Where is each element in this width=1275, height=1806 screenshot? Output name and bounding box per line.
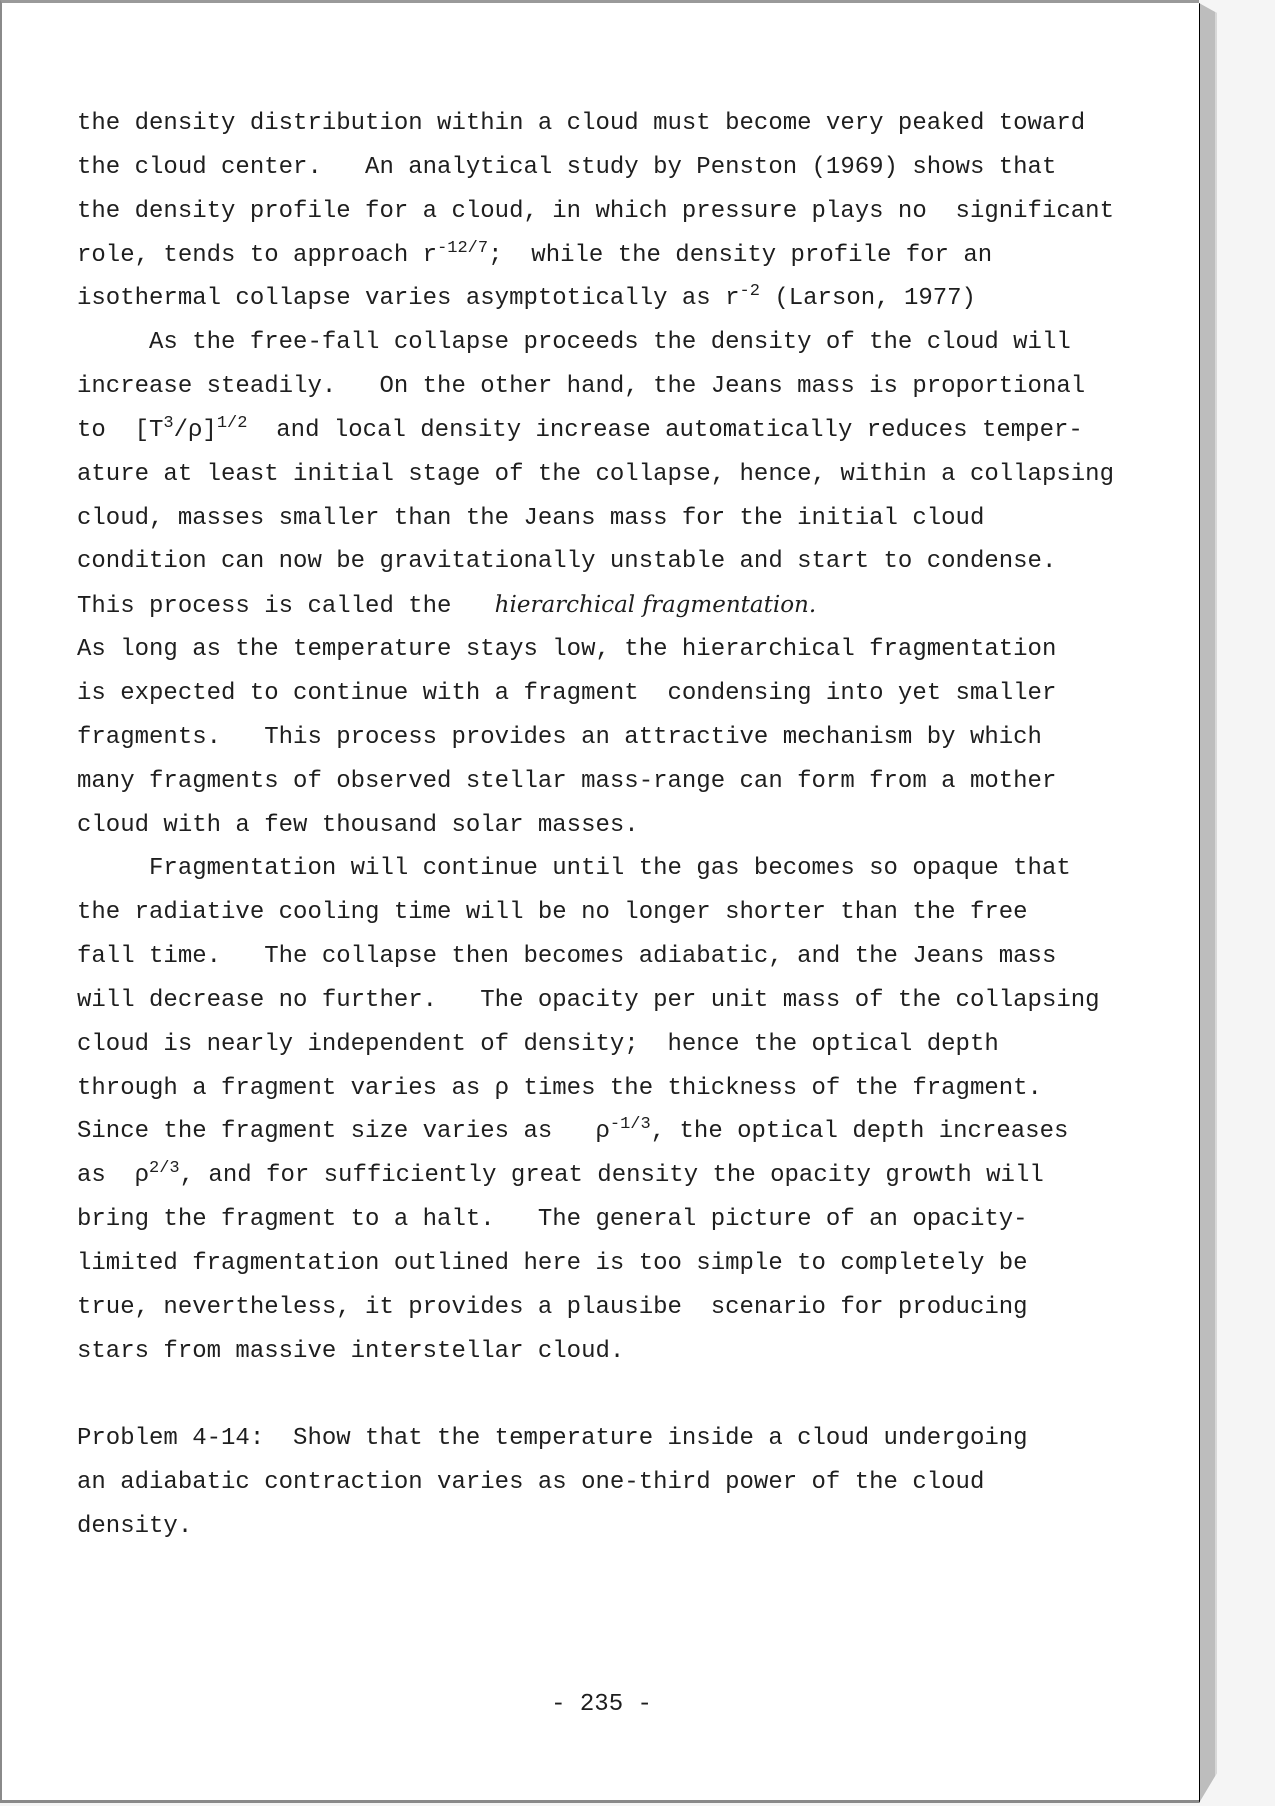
text-line: [77, 190, 1114, 234]
text-segment: the cloud center. An analytical study by Penston (1969) shows that: [77, 153, 1057, 181]
text-line: [77, 409, 1114, 453]
text-line: [77, 804, 1114, 848]
text-segment: true, nevertheless, it provides a plausibe scenario for producing: [77, 1293, 1028, 1321]
text-segment: to [T: [77, 416, 164, 444]
text-segment: fall time. The collapse then becomes adiabatic, and the Jeans mass: [77, 943, 1057, 971]
text-segment: the radiative cooling time will be no longer shorter than the free: [77, 899, 1028, 927]
italic-term: hierarchical fragmentation.: [494, 592, 817, 619]
text-segment: Problem 4-14: Show that the temperature inside a cloud undergoing: [77, 1425, 1028, 1453]
text-segment: , and for sufficiently great density the opacity growth will: [179, 1162, 1044, 1190]
text-segment: as ρ: [77, 1162, 150, 1190]
text-line: [77, 1286, 1114, 1330]
text-segment: limited fragmentation outlined here is too simple to completely be: [77, 1249, 1028, 1277]
superscript: -1/3: [609, 1115, 651, 1135]
text-segment: and local density increase automatically reduces temper-: [247, 416, 1083, 444]
text-line: [77, 1373, 1114, 1417]
text-segment: cloud, masses smaller than the Jeans mass for the initial cloud: [77, 504, 985, 532]
text-line: [77, 497, 1114, 541]
text-segment: As the free-fall collapse proceeds the density of the cloud will: [77, 329, 1071, 357]
text-segment: stars from massive interstellar cloud.: [77, 1337, 625, 1365]
text-line: [77, 628, 1114, 672]
text-segment: isothermal collapse varies asymptotically as r: [77, 285, 740, 313]
text-segment: This process is called the: [77, 593, 495, 621]
text-line: [77, 935, 1114, 979]
text-line: [77, 716, 1114, 760]
text-segment: will decrease no further. The opacity per unit mass of the collapsing: [77, 986, 1100, 1014]
text-segment: As long as the temperature stays low, the hierarchical fragmentation: [77, 636, 1057, 664]
text-line: [77, 277, 1114, 321]
text-segment: condition can now be gravitationally unstable and start to condense.: [77, 548, 1057, 576]
text-line: [77, 1198, 1114, 1242]
text-line: [77, 102, 1114, 146]
text-segment: the density profile for a cloud, in which pressure plays no significant: [77, 197, 1114, 225]
text-segment: cloud with a few thousand solar masses.: [77, 811, 639, 839]
text-line: [77, 979, 1114, 1023]
body-text: [77, 102, 1114, 1549]
text-segment: fragments. This process provides an attractive mechanism by which: [77, 723, 1042, 751]
text-segment: many fragments of observed stellar mass-range can form from a mother: [77, 767, 1057, 795]
page-edge-shadow: [1199, 3, 1217, 1803]
text-segment: density.: [77, 1513, 193, 1540]
text-segment: Since the fragment size varies as ρ: [77, 1118, 610, 1146]
text-line: [77, 540, 1114, 584]
text-line: [77, 1505, 1114, 1549]
text-line: [77, 760, 1114, 804]
superscript: -2: [739, 282, 760, 302]
text-line: [77, 1461, 1114, 1505]
text-segment: Fragmentation will continue until the gas becomes so opaque that: [77, 855, 1071, 883]
text-segment: an adiabatic contraction varies as one-third power of the cloud: [77, 1469, 985, 1497]
text-line: [77, 1110, 1114, 1154]
text-segment: , the optical depth increases: [650, 1118, 1069, 1146]
text-segment: (Larson, 1977): [759, 285, 976, 313]
text-line: [77, 1417, 1114, 1461]
superscript: 1/2: [216, 413, 248, 433]
text-segment: increase steadily. On the other hand, the Jeans mass is proportional: [77, 373, 1086, 401]
text-line: [77, 1154, 1114, 1198]
text-line: [77, 891, 1114, 935]
text-segment: bring the fragment to a halt. The general picture of an opacity-: [77, 1206, 1028, 1234]
text-segment: through a fragment varies as ρ times the thickness of the fragment.: [77, 1074, 1042, 1102]
superscript: 2/3: [149, 1159, 180, 1179]
text-line: [77, 453, 1114, 497]
text-line: [77, 234, 1114, 278]
text-line: [77, 321, 1114, 365]
text-line: [77, 1023, 1114, 1067]
text-line: [77, 584, 1114, 628]
page-number: - 235 -: [551, 1691, 652, 1718]
text-line: [77, 1067, 1114, 1111]
text-segment: the density distribution within a cloud must become very peaked toward: [77, 110, 1086, 137]
text-line: [77, 146, 1114, 190]
text-segment: is expected to continue with a fragment condensing into yet smaller: [77, 679, 1057, 707]
superscript: -12/7: [437, 238, 489, 258]
text-line: [77, 1330, 1114, 1374]
text-line: [77, 847, 1114, 891]
text-segment: /ρ]: [173, 416, 217, 444]
text-line: [77, 672, 1114, 716]
text-segment: ature at least initial stage of the collapse, hence, within a collapsing: [77, 460, 1114, 488]
text-line: [77, 365, 1114, 409]
text-segment: role, tends to approach r: [77, 241, 438, 269]
superscript: 3: [163, 413, 174, 433]
text-line: [77, 1242, 1114, 1286]
text-segment: cloud is nearly independent of density; hence the optical depth: [77, 1030, 999, 1058]
text-segment: ; while the density profile for an: [488, 241, 993, 269]
